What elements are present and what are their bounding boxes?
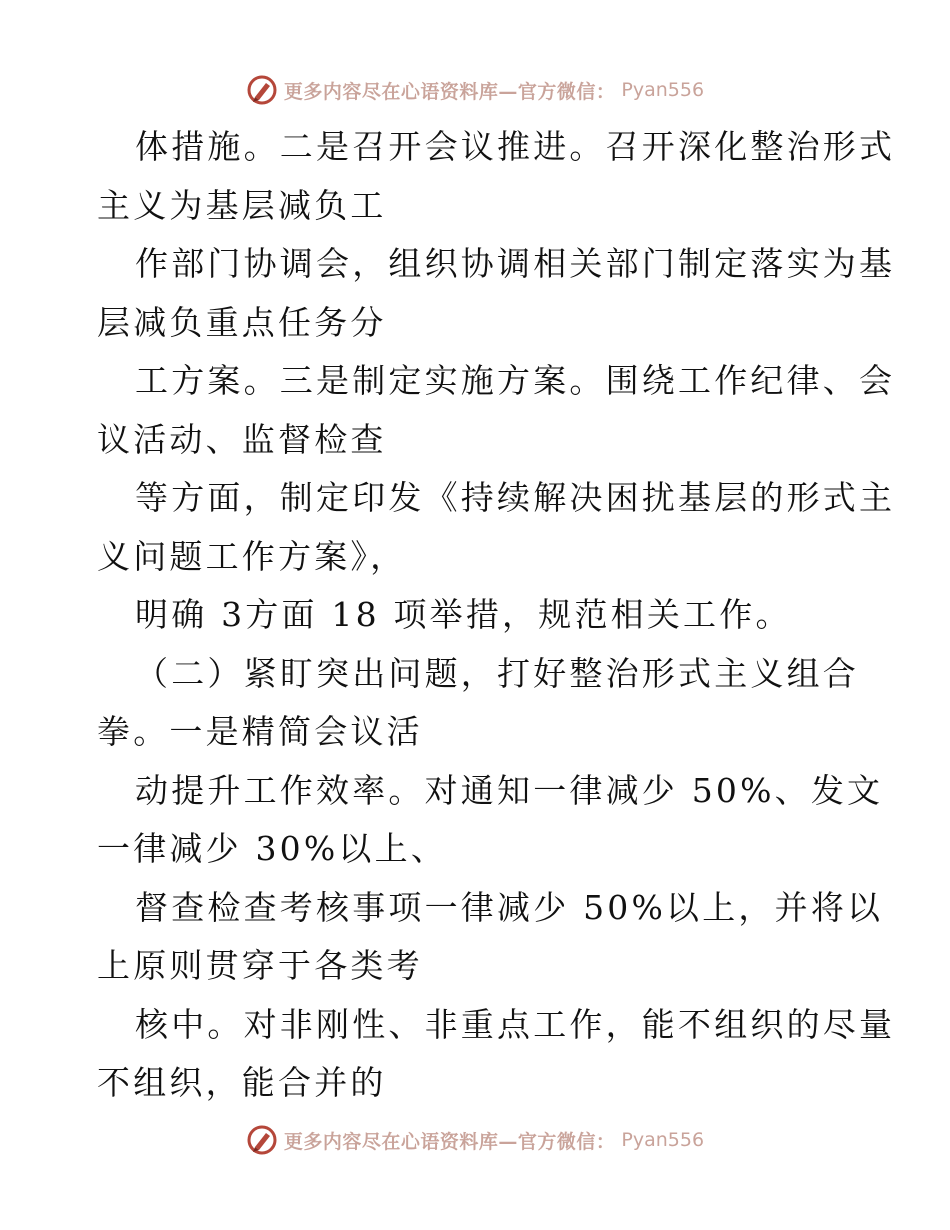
text-line: 督查检查考核事项一律减少 50%以上，并将以	[135, 887, 884, 927]
document-body	[97, 118, 896, 1113]
text-line: 拳。一是精简会议活	[97, 712, 423, 751]
header-watermark	[0, 70, 950, 110]
watermark-text: 更多内容尽在心语资料库—官方微信：	[283, 1130, 616, 1153]
watermark-wechat-id: Pyan556	[621, 79, 705, 101]
text-line: 不组织，能合并的	[97, 1063, 387, 1102]
text-line: 上原则贯穿于各类考	[97, 946, 423, 985]
text-line: 明确 3方面 18 项举措，规范相关工作。	[135, 595, 792, 634]
pen-logo-icon	[246, 74, 278, 106]
section-heading-line: （二）紧盯突出问题，打好整治形式主义组合	[135, 653, 859, 693]
text-line: 工方案。三是制定实施方案。围绕工作纪律、会	[135, 361, 896, 400]
watermark-wechat-id: Pyan556	[621, 1129, 705, 1151]
text-line: 体措施。二是召开会议推进。召开深化整治形式	[135, 127, 896, 166]
text-line: 义问题工作方案》，	[97, 536, 407, 576]
pen-logo-icon	[246, 1124, 278, 1156]
text-line: 层减负重点任务分	[97, 302, 387, 342]
text-line: 一律减少 30%以上、	[97, 829, 448, 868]
watermark-text: 更多内容尽在心语资料库—官方微信：	[283, 80, 616, 103]
footer-watermark	[0, 1120, 950, 1160]
text-line: 核中。对非刚性、非重点工作，能不组织的尽量	[135, 1004, 896, 1044]
text-line: 作部门协调会，组织协调相关部门制定落实为基	[135, 244, 896, 283]
text-line: 议活动、监督检查	[97, 419, 387, 459]
text-line: 主义为基层减负工	[97, 185, 387, 225]
text-line: 动提升工作效率。对通知一律减少 50%、发文	[135, 770, 884, 810]
text-line: 等方面，制定印发《持续解决困扰基层的形式主	[135, 478, 896, 517]
